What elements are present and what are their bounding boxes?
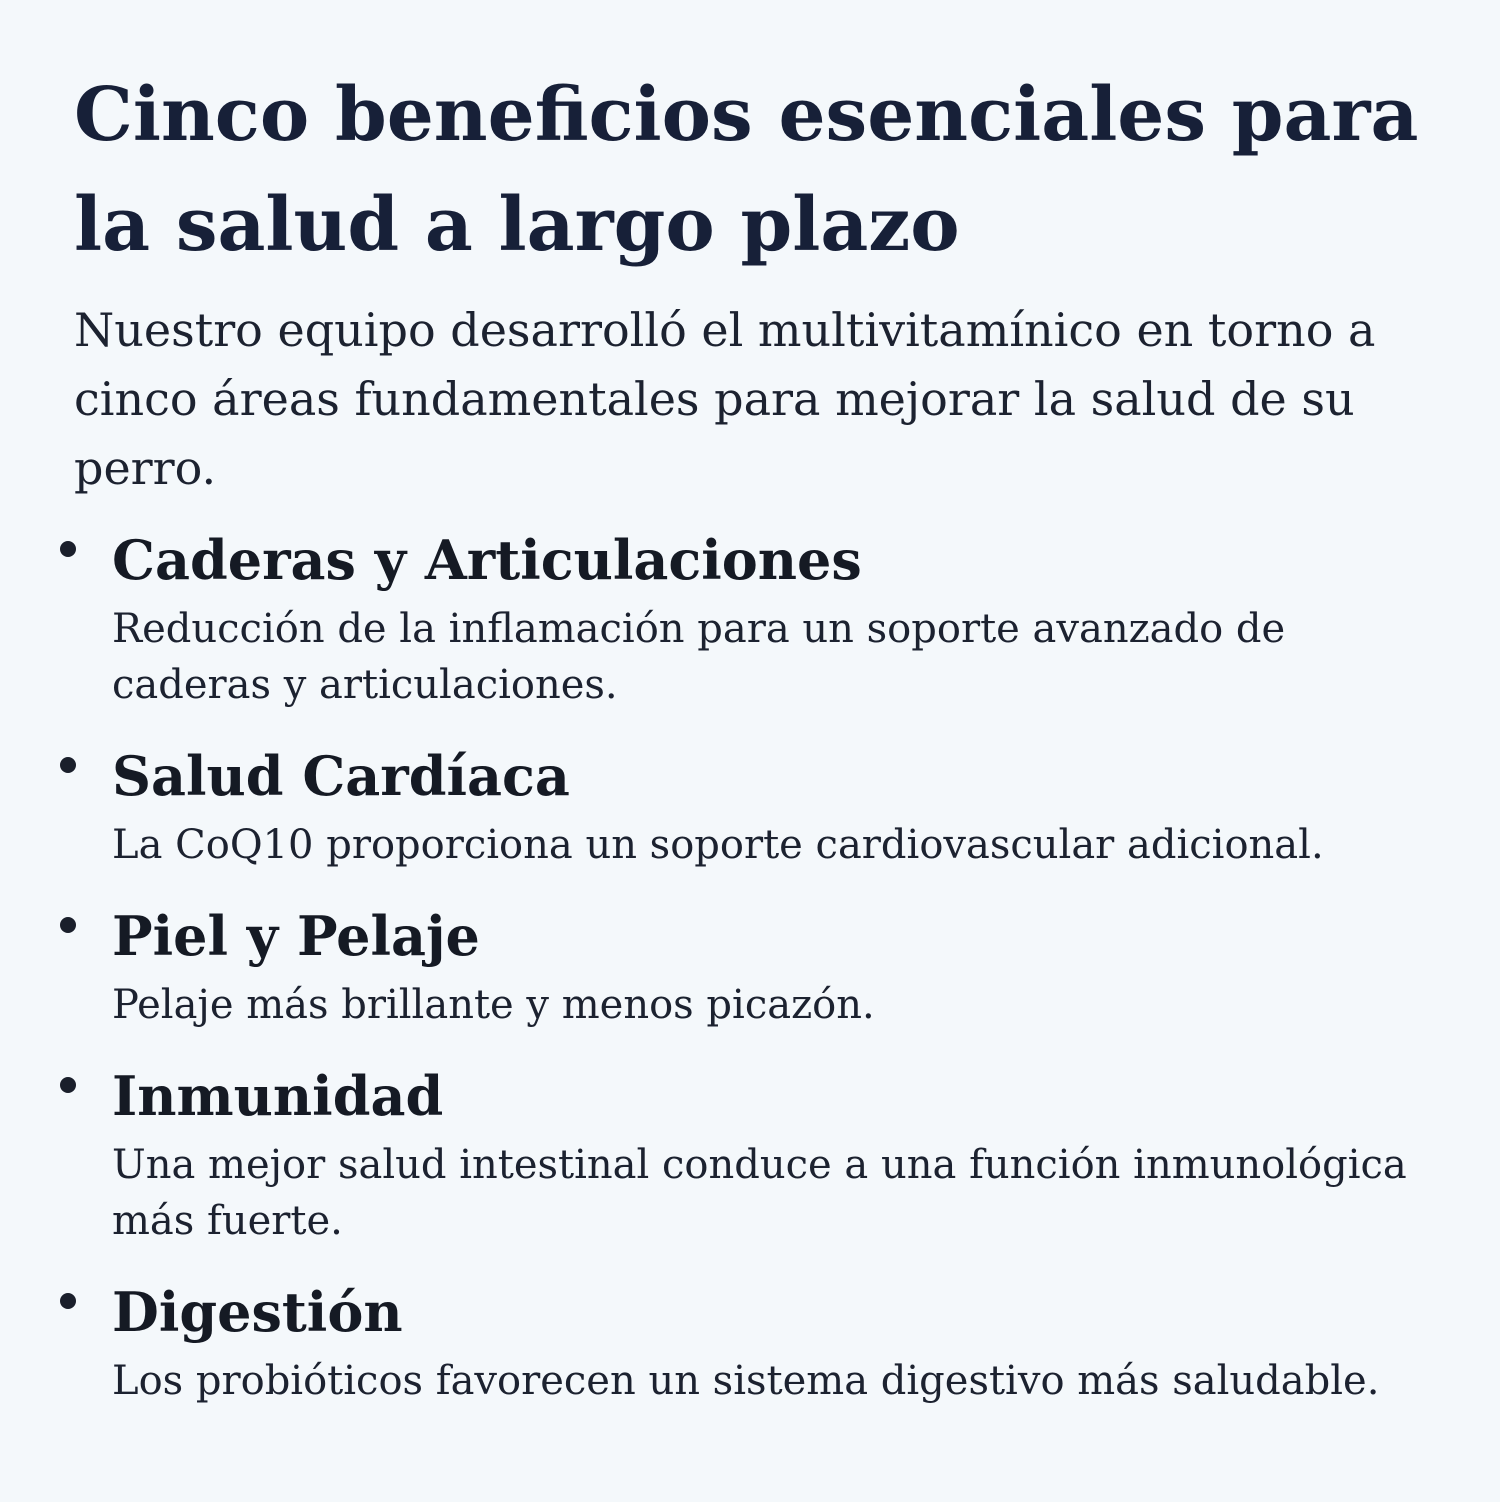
benefit-description: Reducción de la inflamación para un soporte avanzado de caderas y articulaciones.	[112, 606, 1286, 708]
benefit-item-skin-coat	[60, 905, 1430, 1033]
bullet-icon	[60, 541, 76, 557]
bullet-icon	[60, 757, 76, 773]
benefit-item-digestion	[60, 1281, 1430, 1409]
intro-paragraph: Nuestro equipo desarrolló el multivitamínico en torno a cinco áreas fundamentales para mejorar la salud de su perro.	[74, 303, 1376, 495]
benefit-item-immunity	[60, 1065, 1430, 1249]
bullet-icon	[60, 917, 76, 933]
bullet-icon	[60, 1293, 76, 1309]
benefit-description: Los probióticos favorecen un sistema digestivo más saludable.	[112, 1358, 1380, 1404]
benefit-title: Inmunidad	[112, 1064, 444, 1128]
benefit-title: Salud Cardíaca	[112, 744, 570, 808]
benefit-description: Una mejor salud intestinal conduce a una función inmunológica más fuerte.	[112, 1142, 1407, 1244]
benefit-title: Caderas y Articulaciones	[112, 528, 862, 592]
benefit-description: Pelaje más brillante y menos picazón.	[112, 982, 875, 1028]
benefit-title: Digestión	[112, 1280, 403, 1344]
benefit-title: Piel y Pelaje	[112, 904, 480, 968]
benefit-item-heart-health	[60, 745, 1430, 873]
page-title: Cinco beneficios esenciales para la salud a largo plazo	[74, 72, 1419, 268]
benefit-description: La CoQ10 proporciona un soporte cardiovascular adicional.	[112, 822, 1324, 868]
benefits-list	[60, 529, 1430, 1409]
benefit-item-hips-joints	[60, 529, 1430, 713]
bullet-icon	[60, 1077, 76, 1093]
